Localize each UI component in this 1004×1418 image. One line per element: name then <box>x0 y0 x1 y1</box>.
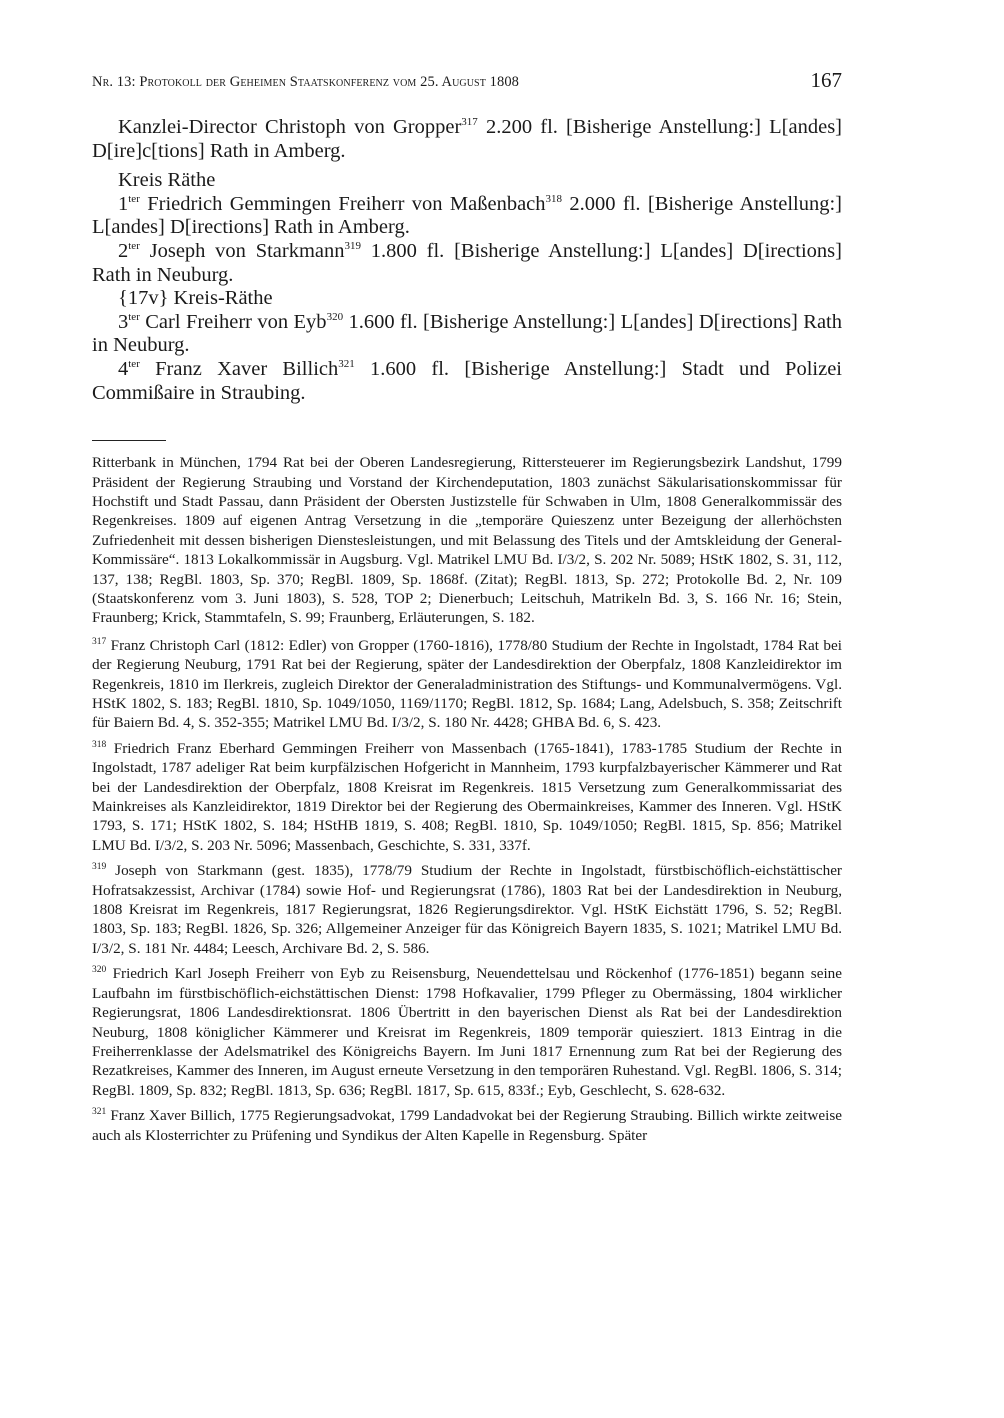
footnote-divider <box>92 440 166 441</box>
page-number: 167 <box>810 68 842 92</box>
entry-1: $1^{ter}$ Friedrich Gemmingen Freiherr von Maßenbach$^{318}$ 2.000 fl. [Bisherige Anstellung:] L[andes] D[irections] Rath in Amberg. <box>92 192 842 239</box>
running-title: Nr. 13: Protokoll der Geheimen Staatskonferenz vom 25. August 1808 <box>92 74 520 90</box>
entry-2: $2^{ter}$ Joseph von Starkmann$^{319}$ 1.800 fl. [Bisherige Anstellung:] L[andes] D[irections] Rath in Neuburg. <box>92 239 842 286</box>
section-heading-kreis-raethe: Kreis Räthe <box>118 169 216 192</box>
footnote-320: $^{320}$ Friedrich Karl Joseph Freiherr von Eyb zu Reisensburg, Neuendettelsau und Röckenhof (1776-1851) begann seine Laufbahn im fürstbischöflich-eichstättischen Dienst: 1798 Hofkavalier, 1799 Pfleger zu Obermässing, 1804 wirklicher Regierungsrat, 1806 Landesdirektionsrat. 1806 Übertritt in den bayerischen Dienst als Rat bei der Landesdirektion Neuburg, 1808 königlicher Kämmerer und Kreisrat im Regenkreis, 1809 temporär quiesziert. 1813 Eintrag in die Freiherrenklasse der Adelsmatrikel des Königreichs Bayern. Im Juni 1817 Ernennung zum Rat bei der Regierung des Rezatkreises, Kammer des Inneren, im August erneute Versetzung in den temporären Ruhestand. Vgl. RegBl. 1806, S. 314; RegBl. 1809, Sp. 832; RegBl. 1813, Sp. 636; RegBl. 1817, Sp. 615, 833f.; Eyb, Geschlecht, S. 628-632. <box>92 965 842 1099</box>
footnote-ref-321: 321 <box>338 358 355 371</box>
footnote-ref-320: 320 <box>326 310 344 323</box>
entry-3: $3^{ter}$ Carl Freiherr von Eyb$^{320}$ 1.600 fl. [Bisherige Anstellung:] L[andes] D[irections] Rath in Neuburg. <box>92 310 843 357</box>
entry-4: $4^{ter}$ Franz Xaver Billich$^{321}$ 1.600 fl. [Bisherige Anstellung:] Stadt und Polizei Commißaire in Straubing. <box>92 357 842 404</box>
footnote-318: $^{318}$ Friedrich Franz Eberhard Gemmingen Freiherr von Massenbach (1765-1841), 1783-1785 Studium der Rechte in Ingolstadt, 1787 adeliger Rat beim kurpfälzischen Hofgericht in Mannheim, 1793 kurpfalzbayerischer Kämmerer und Rat bei der Landesdirektion der Oberpfalz, 1808 Kreisrat im Regenkreis. 1815 Versetzung zum Generalkommissariat des Mainkreises als Kanzleidirektor, 1819 Direktor bei der Regierung des Obermainkreises, Kammer des Inneren. Vgl. HStK 1793, S. 171; HStK 1802, S. 184; HStHB 1819, S. 408; RegBl. 1810, Sp. 1049/1050; RegBl. 1815, Sp. 856; Matrikel LMU Bd. I/3/2, S. 203 Nr. 5096; Massenbach, Geschichte, S. 331, 337f. <box>92 739 842 854</box>
footnote-317: $^{317}$ Franz Christoph Carl (1812: Edler) von Gropper (1760-1816), 1778/80 Studium der Rechte in Ingolstadt, 1784 Rat bei der Regierung Neuburg, 1791 Rat bei der Regierung, später der Landesdirektion der Oberpfalz, 1808 Kanzleidirektor im Regenkreis, 1810 im Ilerkreis, zugleich Direktor der Generaladministration des Stiftungs- und Kommunalvermögens. Vgl. HStK 1802, S. 183; RegBl. 1810, Sp. 1049/1050, 1169/1170; RegBl. 1812, Sp. 1684; Lang, Adelsbuch, S. 358; Zeitschrift für Baiern Bd. 4, S. 352-355; Matrikel LMU Bd. I/3/2, S. 180 Nr. 4428; GHBA Bd. 6, S. 423. <box>92 636 842 732</box>
document-page <box>92 68 842 1151</box>
entry-kanzlei-director: Kanzlei-Director Christoph von Gropper$^{317}$ 2.200 fl. [Bisherige Anstellung:] L[andes] D[ire]c[tions] Rath in Amberg. <box>92 116 842 162</box>
footnote-319: $^{319}$ Joseph von Starkmann (gest. 1835), 1778/79 Studium der Rechte in Ingolstadt, fürstbischöflich-eichstättischer Hofratsakzessist, Archivar (1784) sowie Hof- und Regierungsrat (1786), 1803 Rat bei der Landesdirektion in Neuburg, 1808 Kreisrat im Regenkreis, 1817 Regierungsrat, 1826 Regierungsdirektor. Vgl. HStK Eichstätt 1796, S. 52; RegBl. 1803, Sp. 183; RegBl. 1826, Sp. 326; Allgemeiner Anzeiger für das Königreich Bayern 1835, S. 1021; Matrikel LMU Bd. I/3/2, S. 181 Nr. 4484; Leesch, Archivare Bd. 2, S. 586. <box>92 862 842 957</box>
main-text <box>92 116 842 405</box>
footnote-ref-317: 317 <box>461 116 478 129</box>
section-heading-kreis-raethe-2: {17v} Kreis-Räthe <box>118 287 273 310</box>
footnote-ref-318: 318 <box>545 192 563 205</box>
running-head <box>92 68 842 96</box>
footnote-continuation: Ritterbank in München, 1794 Rat bei der Oberen Landesregierung, Rittersteuerer im Regierungsbezirk Landshut, 1799 Präsident der Regierung Straubing und Vorstand der Kirchendeputation, 1803 zunächst Säkularisationskommissar für Hochstift und Stadt Passau, dann Präsident der Obersten Justizstelle für Schwaben in Ulm, 1808 Generalkommissär des Regenkreises. 1809 auf eigenen Antrag Versetzung in die „temporäre Quieszenz unter Bezeigung der allerhöchsten Zufriedenheit mit dessen bisherigen Dienstesleistungen, und mit Belassung des Titels und der Amtskleidung der General-Kommissäre“. 1813 Lokalkommissär in Augsburg. Vgl. Matrikel LMU Bd. I/3/2, S. 202 Nr. 5089; HStK 1802, S. 31, 112, 137, 138; RegBl. 1803, Sp. 370; RegBl. 1809, Sp. 1868f. (Zitat); RegBl. 1813, Sp. 272; Protokolle Bd. 2, Nr. 109 (Staatskonferenz vom 3. Juni 1803), S. 528, TOP 2; Dienerbuch; Leitschuh, Matrikeln Bd. 3, S. 166 Nr. 16; Stein, Fraunberg; Krick, Stammtafeln, S. 99; Fraunberg, Erläuterungen, S. 182. <box>92 454 842 627</box>
footnote-ref-319: 319 <box>344 240 362 253</box>
footnote-321: $^{321}$ Franz Xaver Billich, 1775 Regierungsadvokat, 1799 Landadvokat bei der Regierung Straubing. Billich wirkte zeitweise auch als Klosterrichter zu Prüfening und Syndikus der Alten Kapelle in Regensburg. Später <box>92 1107 842 1144</box>
footnotes <box>92 453 842 1145</box>
